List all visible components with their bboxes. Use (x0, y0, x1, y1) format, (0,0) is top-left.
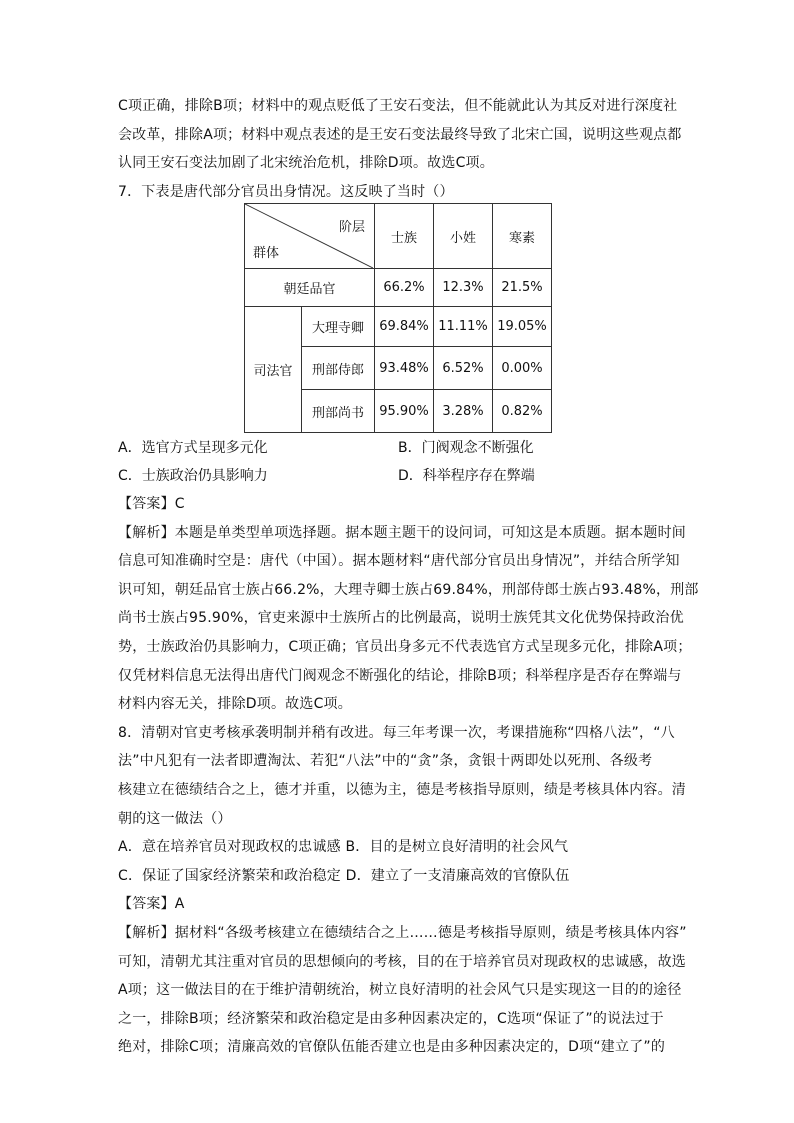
options-row (118, 462, 678, 490)
analysis-line: 【解析】据材料“各级考核建立在德绩结合之上……德是考核指导原则，绩是考核具体内容” (118, 924, 687, 941)
intro-line: 会改革，排除A项；材料中观点表述的是王安石变法最终导致了北宋亡国，说明这些观点都 (118, 126, 682, 143)
table-cell: 69.84% (375, 307, 434, 347)
analysis-line: 识可知，朝廷品官士族占66.2%，大理寺卿士族占69.84%，刑部侍郎士族占93.48%，刑部 (118, 581, 699, 598)
question-8-stem: 法”中凡犯有一法者即遭淘汰、若犯“八法”中的“贪”条，贪银十两即处以死刑、各级考 (118, 753, 653, 770)
question-7-stem: 7．下表是唐代部分官员出身情况。这反映了当时（） (118, 183, 454, 200)
analysis-line: 可知，清朝尤其注重对官员的思想倾向的考核，目的在于培养官员对现政权的忠诚感，故选 (118, 953, 686, 970)
table-cell: 6.52% (434, 347, 493, 390)
header-cell: 寒素 (493, 204, 552, 269)
question-8-stem: 8．清朝对官吏考核承袭明制并稍有改进。每三年考课一次，考课措施称“四格八法”，“八 (118, 724, 675, 741)
analysis-line: 【解析】本题是单类型单项选择题。据本题主题干的设问词，可知这是本质题。据本题时间 (118, 524, 686, 541)
table-row (245, 269, 552, 307)
option-d: D．科举程序存在弊端 (398, 468, 535, 484)
table-corner-cell (245, 204, 375, 269)
option-a: A．选官方式呈现多元化 (118, 440, 268, 456)
option-a: A．意在培养官员对现政权的忠诚感 (118, 839, 341, 856)
row-label: 刑部侍郎 (302, 347, 375, 390)
option-b: B．门阀观念不断强化 (398, 440, 534, 456)
analysis-line: 信息可知准确时空是：唐代（中国）。据本题材料“唐代部分官员出身情况”，并结合所学知 (118, 553, 680, 570)
header-cell: 士族 (375, 204, 434, 269)
table-cell: 12.3% (434, 269, 493, 307)
question-8-stem: 核建立在德绩结合之上，德才并重，以德为主，德是考核指导原则，绩是考核具体内容。清 (118, 781, 686, 798)
analysis-line: 仅凭材料信息无法得出唐代门阀观念不断强化的结论，排除B项；科举程序是否存在弊端与 (118, 667, 682, 684)
corner-bottom-label: 群体 (253, 246, 280, 261)
corner-top-label: 阶层 (338, 220, 365, 235)
table-cell: 0.00% (493, 347, 552, 390)
analysis-line: 材料内容无关，排除D项。故选C项。 (118, 696, 352, 713)
table-cell: 93.48% (375, 347, 434, 390)
table-cell: 95.90% (375, 390, 434, 433)
answer-label: 【答案】A (118, 896, 185, 913)
options-row (118, 434, 678, 462)
question-7-body (118, 434, 699, 1062)
option-d: D．建立了一支清廉高效的官僚队伍 (345, 867, 570, 884)
table-cell: 11.11% (434, 307, 493, 347)
intro-line: C项正确，排除B项；材料中的观点贬低了王安石变法，但不能就此认为其反对进行深度社 (118, 98, 678, 114)
row-label: 刑部尚书 (302, 390, 375, 433)
answer-label: 【答案】C (118, 496, 185, 512)
option-b: B．目的是树立良好清明的社会风气 (345, 839, 569, 856)
analysis-line: 尚书士族占95.90%，官吏来源中士族所占的比例最高，说明士族凭其文化优势保持政治优 (118, 610, 684, 627)
table-row (245, 307, 552, 347)
header-cell: 小姓 (434, 204, 493, 269)
row-label: 朝廷品官 (245, 269, 375, 307)
table-cell: 66.2% (375, 269, 434, 307)
table-cell: 3.28% (434, 390, 493, 433)
analysis-line: A项；这一做法目的在于维护清朝统治，树立良好清明的社会风气只是实现这一目的的途径 (118, 982, 682, 999)
intro-paragraph (118, 92, 682, 206)
analysis-line: 之一，排除B项；经济繁荣和政治稳定是由多种因素决定的，C选项“保证了”的说法过于 (118, 1010, 664, 1027)
table-cell: 19.05% (493, 307, 552, 347)
options-row (118, 862, 678, 891)
analysis-line: 绝对，排除C项；清廉高效的官僚队伍能否建立也是由多种因素决定的，D项“建立了”的 (118, 1039, 666, 1056)
analysis-line: 势，士族政治仍具影响力，C项正确；官员出身多元不代表选官方式呈现多元化，排除A项； (118, 638, 692, 655)
group-label: 司法官 (245, 307, 302, 433)
table-header-row (245, 204, 552, 269)
table-cell: 0.82% (493, 390, 552, 433)
table-cell: 21.5% (493, 269, 552, 307)
option-c: C．保证了国家经济繁荣和政治稳定 (118, 867, 341, 884)
options-row (118, 833, 678, 862)
row-label: 大理寺卿 (302, 307, 375, 347)
option-c: C．士族政治仍具影响力 (118, 468, 268, 484)
officials-origin-table (244, 203, 552, 433)
question-8-stem: 朝的这一做法（） (118, 810, 232, 827)
intro-line: 认同王安石变法加剧了北宋统治危机，排除D项。故选C项。 (118, 155, 494, 172)
